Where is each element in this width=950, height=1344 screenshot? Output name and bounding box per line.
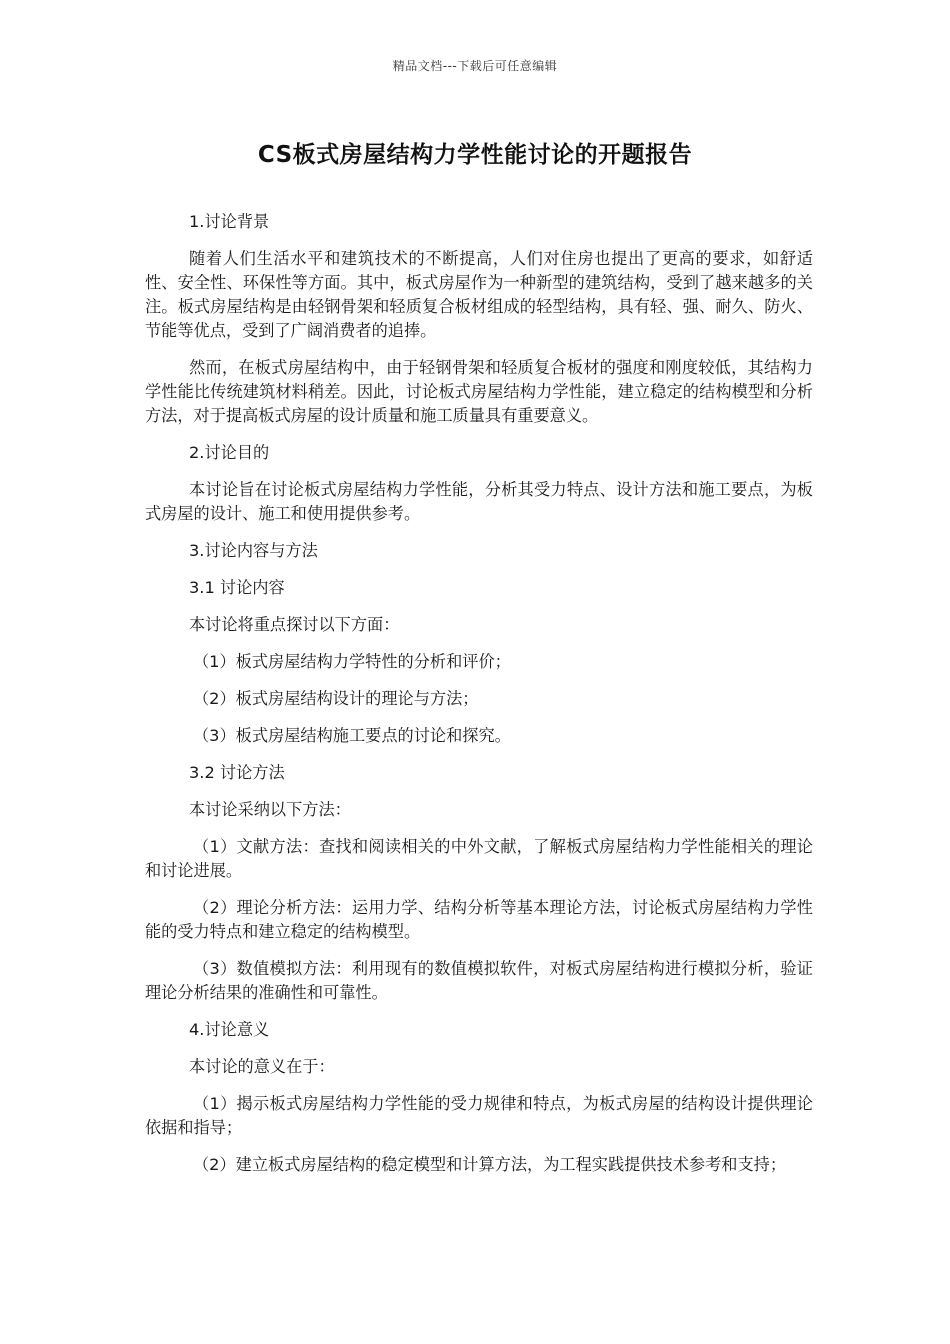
list-item-content-1: （1）板式房屋结构力学特性的分析和评价； — [193, 652, 511, 671]
subsection-heading-content: 3.1 讨论内容 — [189, 578, 285, 597]
section-heading-content-method: 3.讨论内容与方法 — [189, 541, 318, 560]
list-item-method-2: （2）理论分析方法：运用力学、结构分析等基本理论方法，讨论板式房屋结构力学性能的受力特点和建立稳定的结构模型。 — [145, 898, 813, 941]
paragraph-background-1: 随着人们生活水平和建筑技术的不断提高，人们对住房也提出了更高的要求，如舒适性、安全性、环保性等方面。其中，板式房屋作为一种新型的建筑结构，受到了越来越多的关注。板式房屋结构是由轻钢骨架和轻质复合板材组成的轻型结构，具有轻、强、耐久、防火、节能等优点，受到了广阔消费者的追捧。 — [145, 249, 813, 340]
section-heading-significance: 4.讨论意义 — [189, 1020, 270, 1039]
paragraph-purpose: 本讨论旨在讨论板式房屋结构力学性能，分析其受力特点、设计方法和施工要点，为板式房屋的设计、施工和使用提供参考。 — [145, 480, 813, 523]
list-item-significance-2: （2）建立板式房屋结构的稳定模型和计算方法，为工程实践提供技术参考和支持； — [193, 1155, 787, 1174]
list-item-content-3: （3）板式房屋结构施工要点的讨论和探究。 — [193, 726, 511, 745]
list-item-method-3: （3）数值模拟方法：利用现有的数值模拟软件，对板式房屋结构进行模拟分析，验证理论分析结果的准确性和可靠性。 — [145, 959, 813, 1002]
document-title: CS板式房屋结构力学性能讨论的开题报告 — [257, 142, 693, 168]
paragraph-significance-intro: 本讨论的意义在于： — [189, 1057, 335, 1076]
paragraph-content-intro: 本讨论将重点探讨以下方面： — [189, 615, 400, 634]
section-heading-purpose: 2.讨论目的 — [189, 443, 270, 462]
list-item-method-1: （1）文献方法：查找和阅读相关的中外文献，了解板式房屋结构力学性能相关的理论和讨论进展。 — [145, 837, 813, 880]
paragraph-background-2: 然而，在板式房屋结构中，由于轻钢骨架和轻质复合板材的强度和刚度较低，其结构力学性能比传统建筑材料稍差。因此，讨论板式房屋结构力学性能，建立稳定的结构模型和分析方法，对于提高板式房屋的设计质量和施工质量具有重要意义。 — [145, 358, 813, 425]
section-heading-background: 1.讨论背景 — [189, 212, 270, 231]
list-item-content-2: （2）板式房屋结构设计的理论与方法； — [193, 689, 479, 708]
list-item-significance-1: （1）揭示板式房屋结构力学性能的受力规律和特点，为板式房屋的结构设计提供理论依据和指导； — [145, 1094, 813, 1137]
document-body — [145, 210, 813, 1190]
subsection-heading-method: 3.2 讨论方法 — [189, 763, 285, 782]
paragraph-method-intro: 本讨论采纳以下方法： — [189, 800, 351, 819]
page-header-watermark: 精品文档---下载后可任意编辑 — [392, 59, 558, 73]
